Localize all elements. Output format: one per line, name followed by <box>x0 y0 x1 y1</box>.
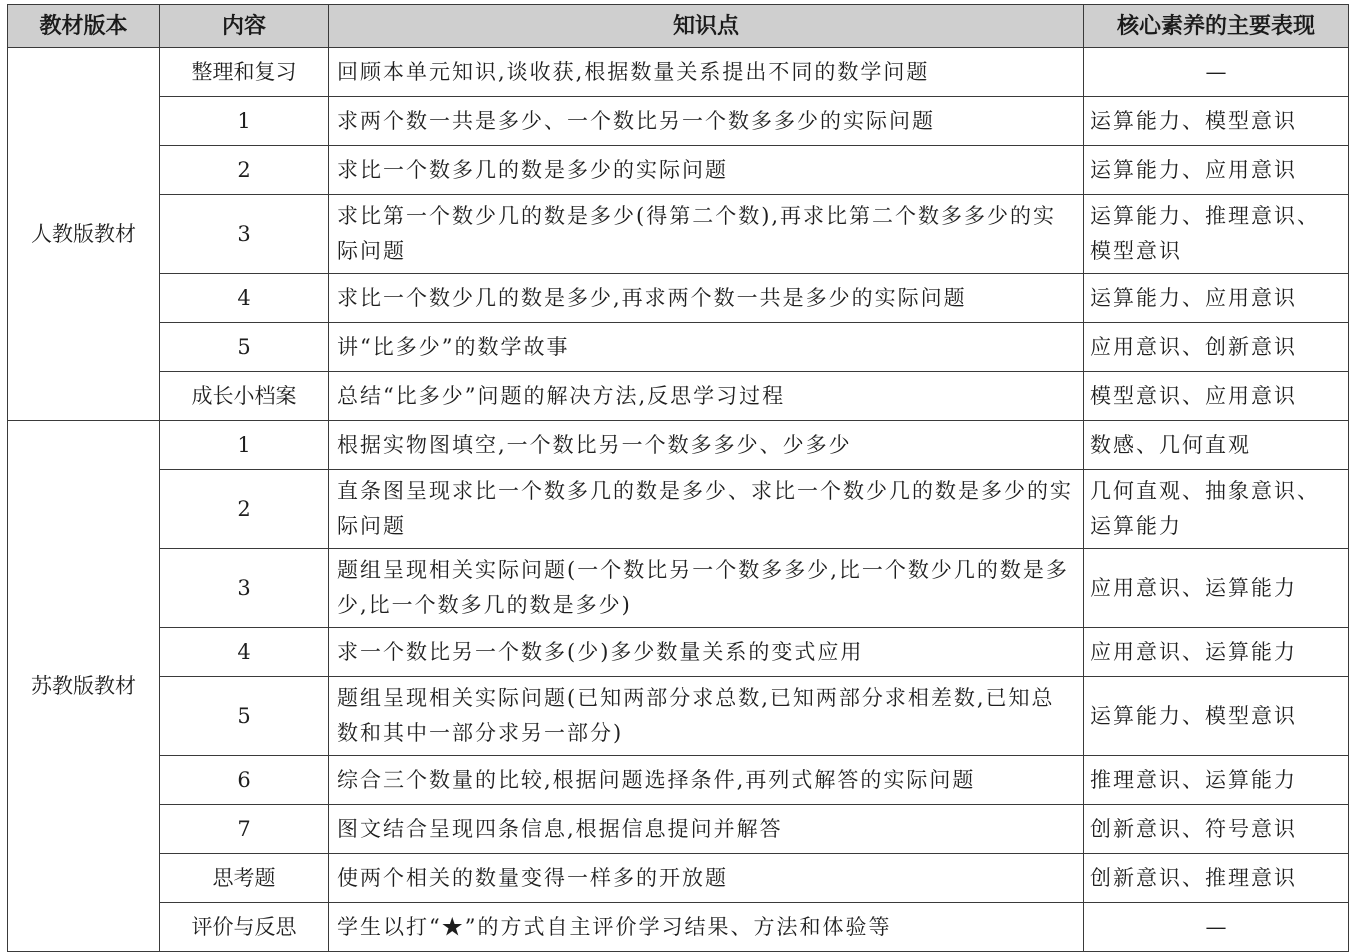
knowledge-point-cell: 直条图呈现求比一个数多几的数是多少、求比一个数少几的数是多少的实际问题 <box>329 470 1084 549</box>
content-cell: 整理和复习 <box>160 48 329 97</box>
literacy-cell: 运算能力、模型意识 <box>1084 677 1349 756</box>
table-row <box>8 372 1349 421</box>
knowledge-point-cell: 总结“比多少”问题的解决方法,反思学习过程 <box>329 372 1084 421</box>
knowledge-point-cell: 讲“比多少”的数学故事 <box>329 323 1084 372</box>
table-row <box>8 48 1349 97</box>
literacy-cell: 应用意识、创新意识 <box>1084 323 1349 372</box>
knowledge-point-cell: 求比一个数少几的数是多少,再求两个数一共是多少的实际问题 <box>329 274 1084 323</box>
literacy-cell: 运算能力、模型意识 <box>1084 97 1349 146</box>
literacy-cell: 几何直观、抽象意识、运算能力 <box>1084 470 1349 549</box>
content-cell: 成长小档案 <box>160 372 329 421</box>
content-cell: 思考题 <box>160 854 329 903</box>
knowledge-point-cell: 回顾本单元知识,谈收获,根据数量关系提出不同的数学问题 <box>329 48 1084 97</box>
content-cell: 5 <box>160 677 329 756</box>
literacy-cell: 创新意识、推理意识 <box>1084 854 1349 903</box>
content-cell: 2 <box>160 146 329 195</box>
knowledge-point-cell: 使两个相关的数量变得一样多的开放题 <box>329 854 1084 903</box>
literacy-cell: 应用意识、运算能力 <box>1084 628 1349 677</box>
table-row <box>8 470 1349 549</box>
table-row <box>8 903 1349 952</box>
content-cell: 6 <box>160 756 329 805</box>
literacy-cell: 创新意识、符号意识 <box>1084 805 1349 854</box>
knowledge-point-cell: 求比一个数多几的数是多少的实际问题 <box>329 146 1084 195</box>
knowledge-point-cell: 题组呈现相关实际问题(一个数比另一个数多多少,比一个数少几的数是多少,比一个数多几的数是多少) <box>329 549 1084 628</box>
table-row <box>8 274 1349 323</box>
header-content: 内容 <box>160 5 329 48</box>
content-cell: 1 <box>160 97 329 146</box>
literacy-cell: 运算能力、应用意识 <box>1084 146 1349 195</box>
knowledge-point-cell: 求一个数比另一个数多(少)多少数量关系的变式应用 <box>329 628 1084 677</box>
knowledge-point-cell: 根据实物图填空,一个数比另一个数多多少、少多少 <box>329 421 1084 470</box>
table-row <box>8 97 1349 146</box>
version-cell: 人教版教材 <box>8 48 160 421</box>
table-row <box>8 549 1349 628</box>
literacy-cell: — <box>1084 903 1349 952</box>
curriculum-table <box>7 4 1349 952</box>
content-cell: 1 <box>160 421 329 470</box>
literacy-cell: 数感、几何直观 <box>1084 421 1349 470</box>
content-cell: 7 <box>160 805 329 854</box>
table-row <box>8 756 1349 805</box>
knowledge-point-cell: 求比第一个数少几的数是多少(得第二个数),再求比第二个数多多少的实际问题 <box>329 195 1084 274</box>
header-core-literacy: 核心素养的主要表现 <box>1084 5 1349 48</box>
literacy-cell: — <box>1084 48 1349 97</box>
table-row <box>8 195 1349 274</box>
literacy-cell: 模型意识、应用意识 <box>1084 372 1349 421</box>
literacy-cell: 应用意识、运算能力 <box>1084 549 1349 628</box>
table-row <box>8 677 1349 756</box>
knowledge-point-cell: 综合三个数量的比较,根据问题选择条件,再列式解答的实际问题 <box>329 756 1084 805</box>
table-row <box>8 323 1349 372</box>
content-cell: 3 <box>160 549 329 628</box>
content-cell: 4 <box>160 274 329 323</box>
header-knowledge-point: 知识点 <box>329 5 1084 48</box>
table-row <box>8 805 1349 854</box>
knowledge-point-cell: 求两个数一共是多少、一个数比另一个数多多少的实际问题 <box>329 97 1084 146</box>
literacy-cell: 推理意识、运算能力 <box>1084 756 1349 805</box>
table-row <box>8 854 1349 903</box>
knowledge-point-cell: 学生以打“★”的方式自主评价学习结果、方法和体验等 <box>329 903 1084 952</box>
knowledge-point-cell: 图文结合呈现四条信息,根据信息提问并解答 <box>329 805 1084 854</box>
table-row <box>8 146 1349 195</box>
knowledge-point-cell: 题组呈现相关实际问题(已知两部分求总数,已知两部分求相差数,已知总数和其中一部分求另一部分) <box>329 677 1084 756</box>
literacy-cell: 运算能力、推理意识、模型意识 <box>1084 195 1349 274</box>
content-cell: 3 <box>160 195 329 274</box>
header-row <box>8 5 1349 48</box>
version-cell: 苏教版教材 <box>8 421 160 952</box>
literacy-cell: 运算能力、应用意识 <box>1084 274 1349 323</box>
content-cell: 评价与反思 <box>160 903 329 952</box>
content-cell: 5 <box>160 323 329 372</box>
table-row <box>8 421 1349 470</box>
content-cell: 4 <box>160 628 329 677</box>
header-version: 教材版本 <box>8 5 160 48</box>
table-row <box>8 628 1349 677</box>
content-cell: 2 <box>160 470 329 549</box>
